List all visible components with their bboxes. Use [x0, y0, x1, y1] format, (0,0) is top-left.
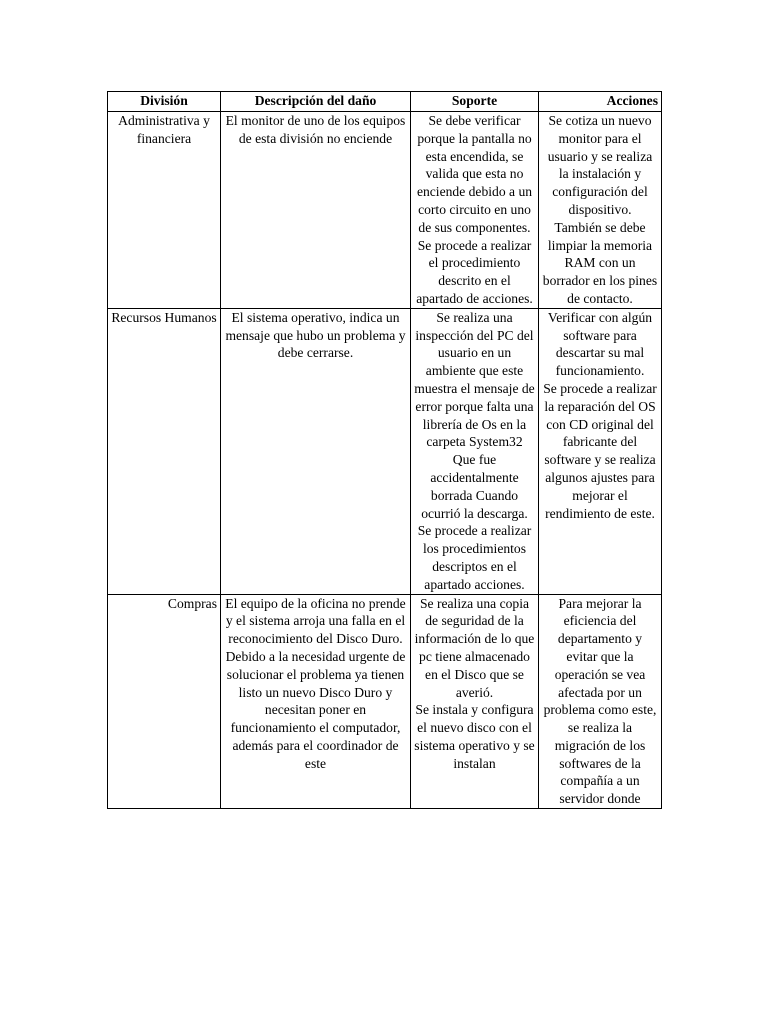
- cell-division: Compras: [108, 594, 221, 809]
- acciones-paragraph: Para mejorar la eficiencia del departamento y evitar que la operación se vea afectada por un problema como este, se realiza la migración de los softwares de la compañía a un servidor donde: [543, 595, 657, 807]
- header-descripcion: Descripción del daño: [221, 92, 411, 112]
- soporte-paragraph: Se realiza una inspección del PC del usuario en un ambiente que este muestra el mensaje de error porque falta una librería de Os en la carpeta System32 Que fue accidentalmente borrada Cuando ocurrió la descarga.: [414, 309, 535, 521]
- table-row: [108, 594, 662, 809]
- acciones-paragraph: También se debe limpiar la memoria RAM con un borrador en los pines de contacto.: [542, 219, 658, 306]
- acciones-paragraph: Se procede a realizar la reparación del OS con CD original del fabricante del software y se realiza algunos ajustes para mejorar el rendimiento de este.: [543, 380, 657, 521]
- cell-division: Recursos Humanos: [108, 308, 221, 594]
- cell-soporte: [411, 594, 539, 809]
- damage-report-table: [107, 91, 662, 809]
- cell-descripcion: El monitor de uno de los equipos de esta división no enciende: [221, 112, 411, 309]
- soporte-paragraph: Se procede a realizar los procedimientos descriptos en el apartado acciones.: [417, 523, 532, 592]
- cell-acciones: [539, 594, 662, 809]
- cell-acciones: [539, 112, 662, 309]
- cell-descripcion: El equipo de la oficina no prende y el sistema arroja una falla en el reconocimiento del Disco Duro. Debido a la necesidad urgente de solucionar el problema ya tienen listo un nuevo Disco Duro y necesitan poner en funcionamiento el computador, además para el coordinador de este: [221, 594, 411, 809]
- cell-soporte: [411, 112, 539, 309]
- header-acciones: Acciones: [539, 92, 662, 112]
- cell-soporte: [411, 308, 539, 594]
- soporte-paragraph: Se procede a realizar el procedimiento descrito en el apartado de acciones.: [416, 237, 533, 306]
- table-row: [108, 308, 662, 594]
- soporte-paragraph: Se instala y configura el nuevo disco con el sistema operativo y se instalan: [414, 702, 535, 771]
- acciones-paragraph: Se cotiza un nuevo monitor para el usuario y se realiza la instalación y configuración del dispositivo.: [547, 113, 653, 217]
- header-soporte: Soporte: [411, 92, 539, 112]
- cell-acciones: [539, 308, 662, 594]
- acciones-paragraph: Verificar con algún software para descartar su mal funcionamiento.: [547, 309, 653, 379]
- soporte-paragraph: Se realiza una copia de seguridad de la información de lo que pc tiene almacenado en el Disco que se averió.: [414, 595, 535, 700]
- header-division: División: [108, 92, 221, 112]
- table-row: [108, 112, 662, 309]
- soporte-paragraph: Se debe verificar porque la pantalla no esta encendida, se valida que esta no enciende debido a un corto circuito en uno de sus componentes.: [416, 113, 533, 235]
- cell-division: Administrativa y financiera: [108, 112, 221, 309]
- cell-descripcion: El sistema operativo, indica un mensaje que hubo un problema y debe cerrarse.: [221, 308, 411, 594]
- table-header-row: [108, 92, 662, 112]
